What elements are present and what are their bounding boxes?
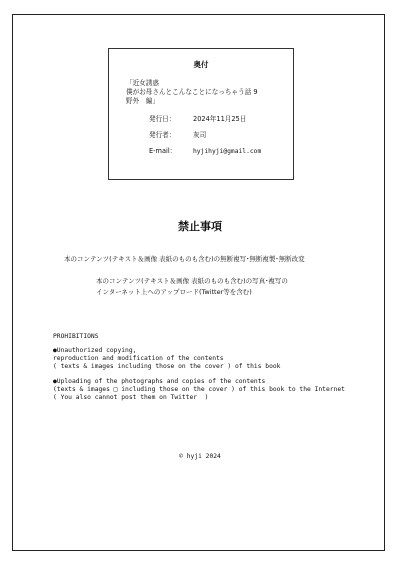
prohibition-en-block-1: ●Unauthorized copying, reproduction and modification of the contents ( texts & images including those on the cover ) of this book bbox=[53, 347, 281, 370]
publish-date-value: 2024年11月25日 bbox=[193, 115, 247, 123]
prohibitions-title-jp: 禁止事項 bbox=[178, 220, 222, 233]
email-label: E-mail： bbox=[149, 147, 177, 155]
publisher-label: 発行者： bbox=[149, 131, 176, 139]
email-row bbox=[149, 145, 261, 155]
prohibition-en-block-2: ●Uploading of the photographs and copies of the contents (texts & images □ including those on the cover ) of this book to the Internet ( You also cannot post them on Twitter ) bbox=[53, 378, 345, 401]
publisher-value: 灰司 bbox=[193, 131, 207, 139]
prohibition-jp-line-1: 本のコンテンツ(テキスト＆画像 表紙のものも含む)の無断複写･無断複製･無断改変 bbox=[64, 255, 305, 263]
colophon-box bbox=[108, 48, 294, 180]
prohibition-jp-line-2: 本のコンテンツ(テキスト＆画像 表紙のものも含む)の写真･複写の bbox=[96, 277, 288, 285]
book-title: 「近女誘惑 僕がお母さんとこんなことになっちゃう話 9 野外 編」 bbox=[126, 79, 258, 105]
colophon-heading: 奥付 bbox=[193, 60, 209, 69]
prohibitions-title-en: PROHIBITIONS bbox=[53, 333, 99, 340]
prohibition-jp-line-3: インターネット上へのアップロード(Twitter等を含む) bbox=[96, 288, 252, 296]
publisher-row bbox=[149, 129, 206, 139]
publish-date-row bbox=[149, 113, 246, 123]
publish-date-label: 発行日： bbox=[149, 115, 176, 123]
email-value: hyjihyji@gmail.com bbox=[193, 148, 262, 155]
copyright: © hyji 2024 bbox=[179, 453, 221, 460]
